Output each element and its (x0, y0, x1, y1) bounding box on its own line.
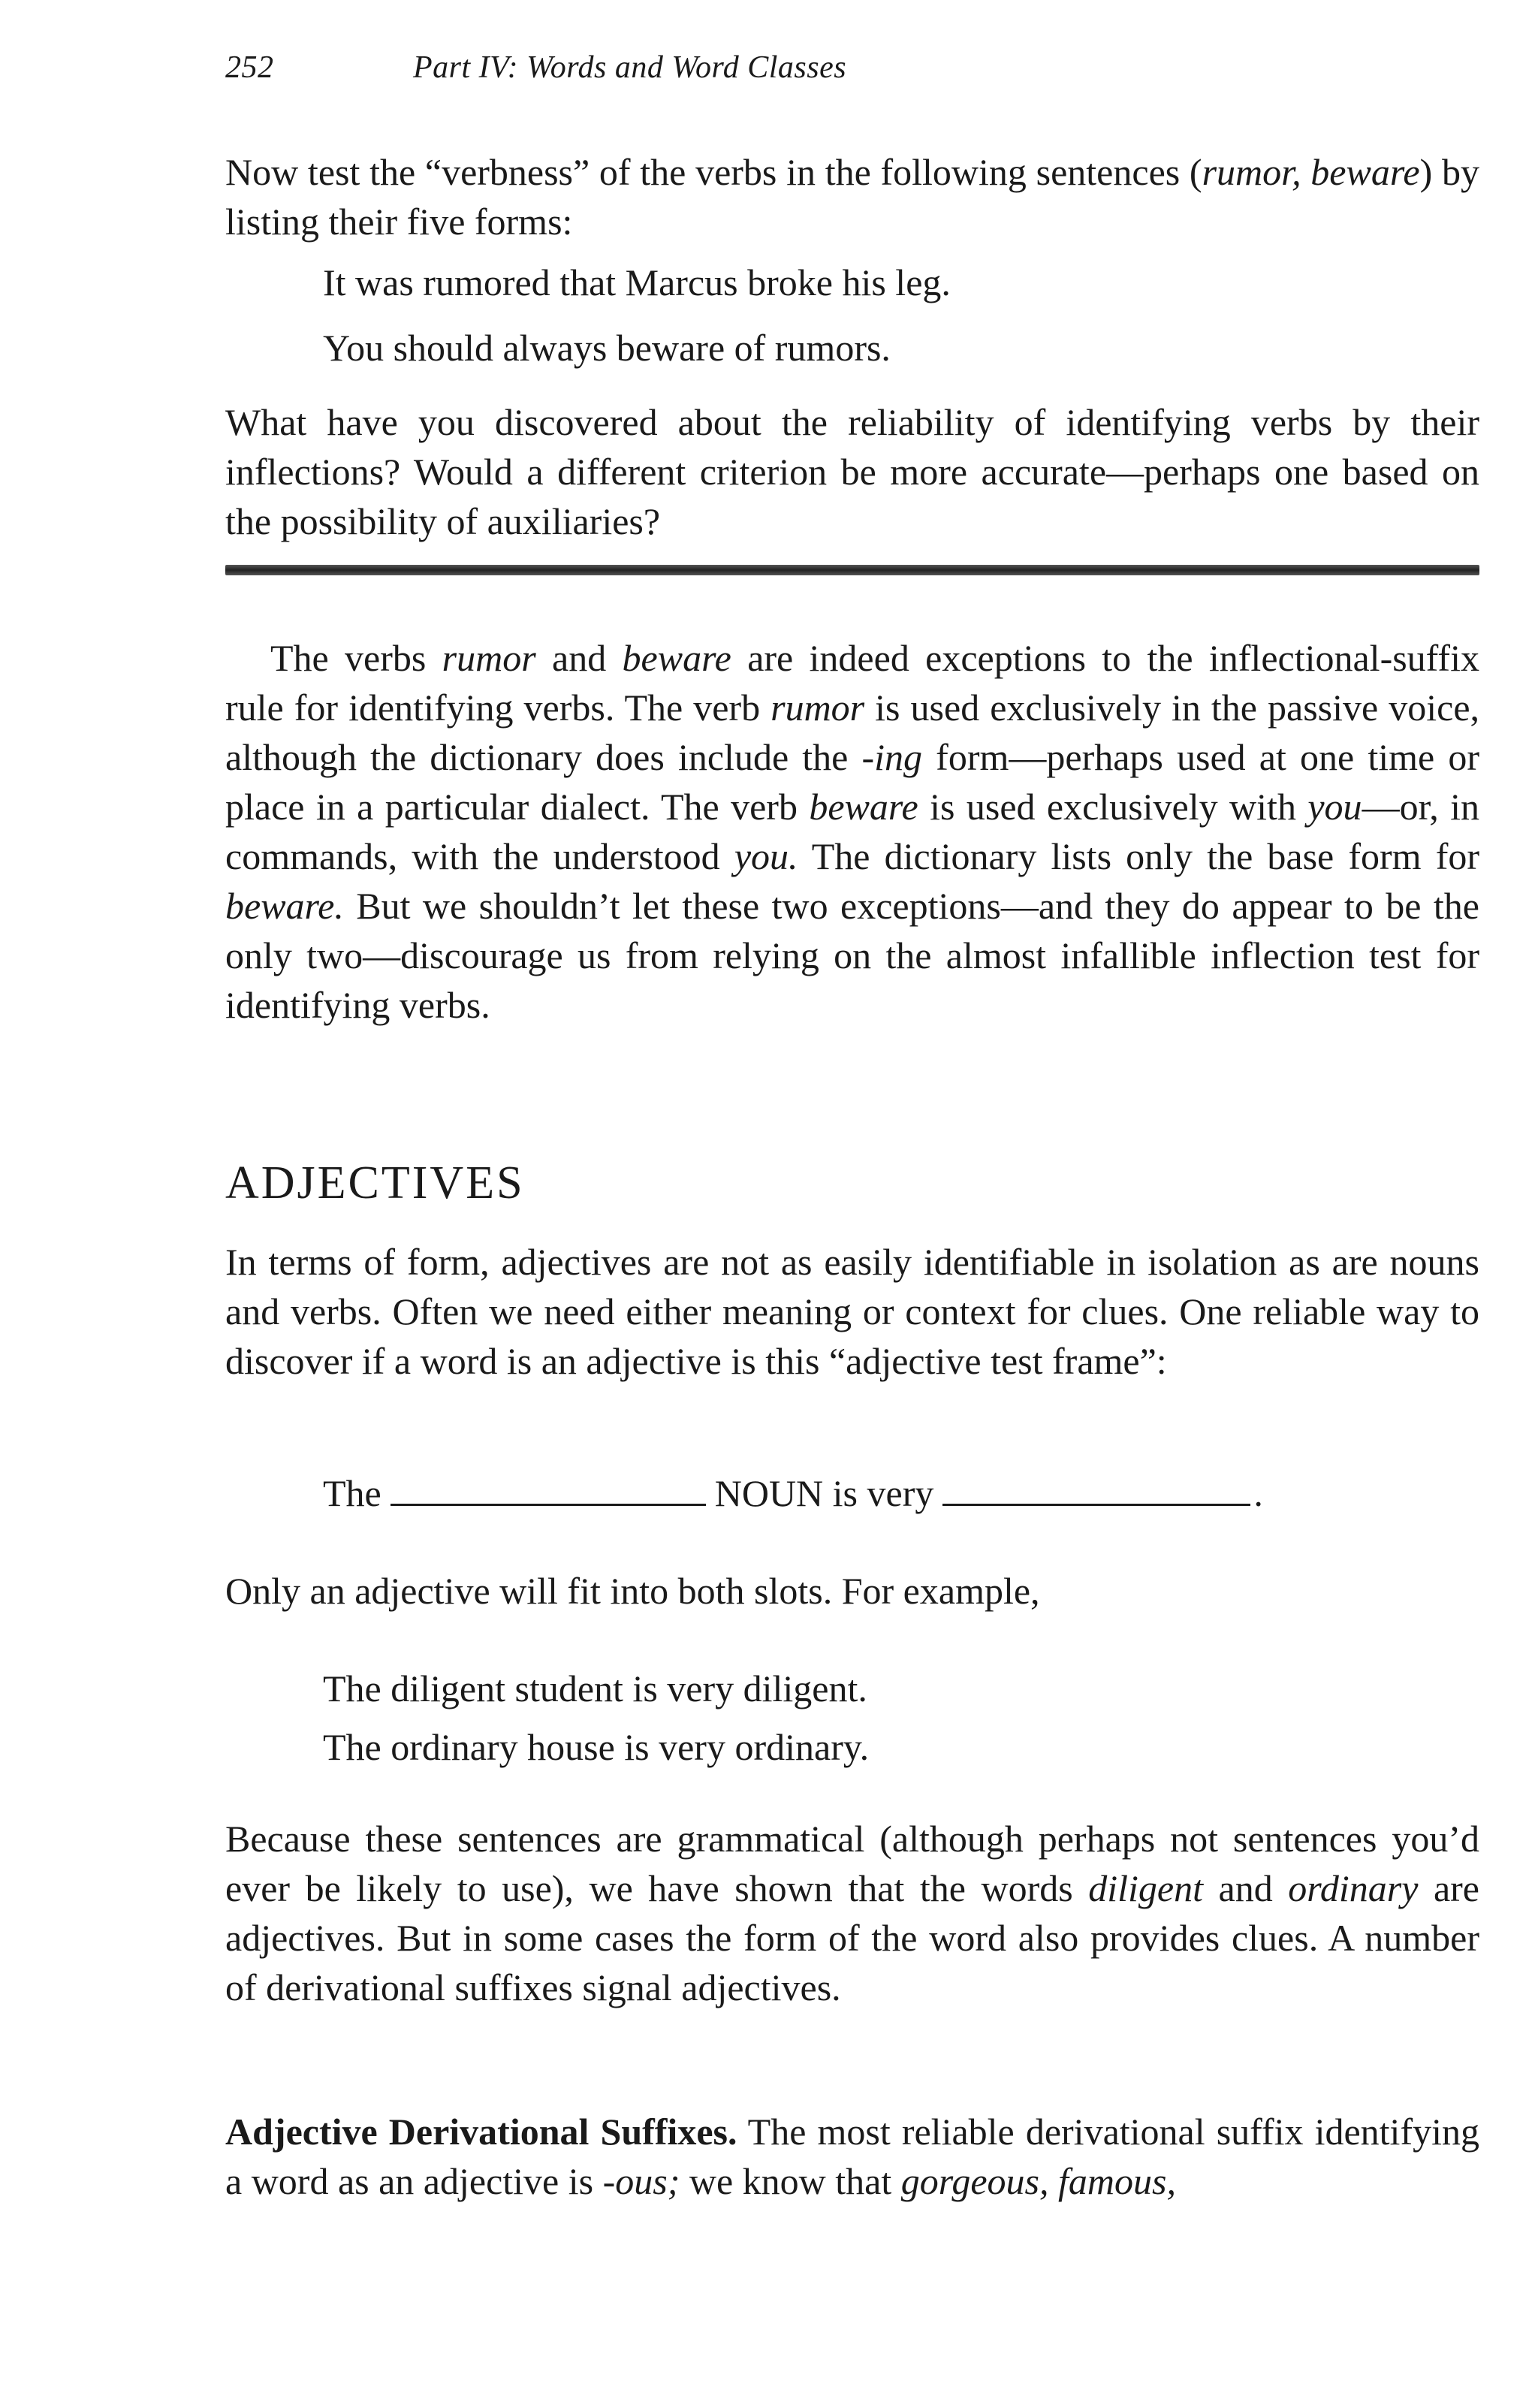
running-head (225, 50, 846, 86)
example-sentence: You should always beware of rumors. (323, 327, 891, 369)
adjective-example: The ordinary house is very ordinary. (323, 1726, 870, 1768)
frame-blank (942, 1474, 1250, 1506)
only-adjective-line: Only an adjective will fit into both slots. For example, (225, 1570, 1040, 1612)
answer-paragraph: The verbs rumor and beware are indeed exceptions to the inflectional-suffix rule for identifying verbs. The verb rumor is used exclusively in the passive voice, although the dictionary does include the -ing form—perhaps used at one time or place in a particular dialect. The verb beware is used exclusively with you—or, in commands, with the understood you. The dictionary lists only the base form for beware. But we shouldn’t let these two exceptions—and they do appear to be the only two—discourage us from relying on the almost infallible inflection test for identifying verbs. (225, 637, 1480, 1026)
adjective-test-frame: The NOUN is very . (323, 1472, 1263, 1514)
section-heading: ADJECTIVES (225, 1157, 525, 1209)
adjectives-intro: In terms of form, adjectives are not as easily identifiable in isolation as are nouns and verbs. Often we need either meaning or context for clues. One reliable way to discover if a word is an adjective is this “adjective test frame”: (225, 1241, 1479, 1382)
suffix-paragraph: Adjective Derivational Suffixes. The most reliable derivational suffix identifying a word as an adjective is -ous; we know that gorgeous, famous, (225, 2111, 1479, 2202)
running-title: Part IV: Words and Word Classes (413, 50, 847, 85)
example-sentence: It was rumored that Marcus broke his leg. (323, 261, 951, 303)
page-number: 252 (225, 50, 274, 85)
section-divider (225, 565, 1479, 575)
exercise-question: What have you discovered about the reliability of identifying verbs by their inflections? Would a different criterion be more accurate—perhaps one based on the possibility of auxiliaries? (225, 401, 1479, 542)
exercise-intro: Now test the “verbness” of the verbs in the following sentences (rumor, beware) by listing their five forms: (225, 151, 1480, 243)
adjective-example: The diligent student is very diligent. (323, 1667, 867, 1709)
term-rumor-beware: rumor, beware (1202, 151, 1420, 193)
because-paragraph: Because these sentences are grammatical (although perhaps not sentences you’d ever be likely to use), we have shown that the words diligent and ordinary are adjectives. But in some cases the form of the word also provides clues. A number of derivational suffixes signal adjectives. (225, 1818, 1479, 2008)
frame-blank (391, 1474, 706, 1506)
subsection-heading: Adjective Derivational Suffixes. (225, 2111, 737, 2153)
